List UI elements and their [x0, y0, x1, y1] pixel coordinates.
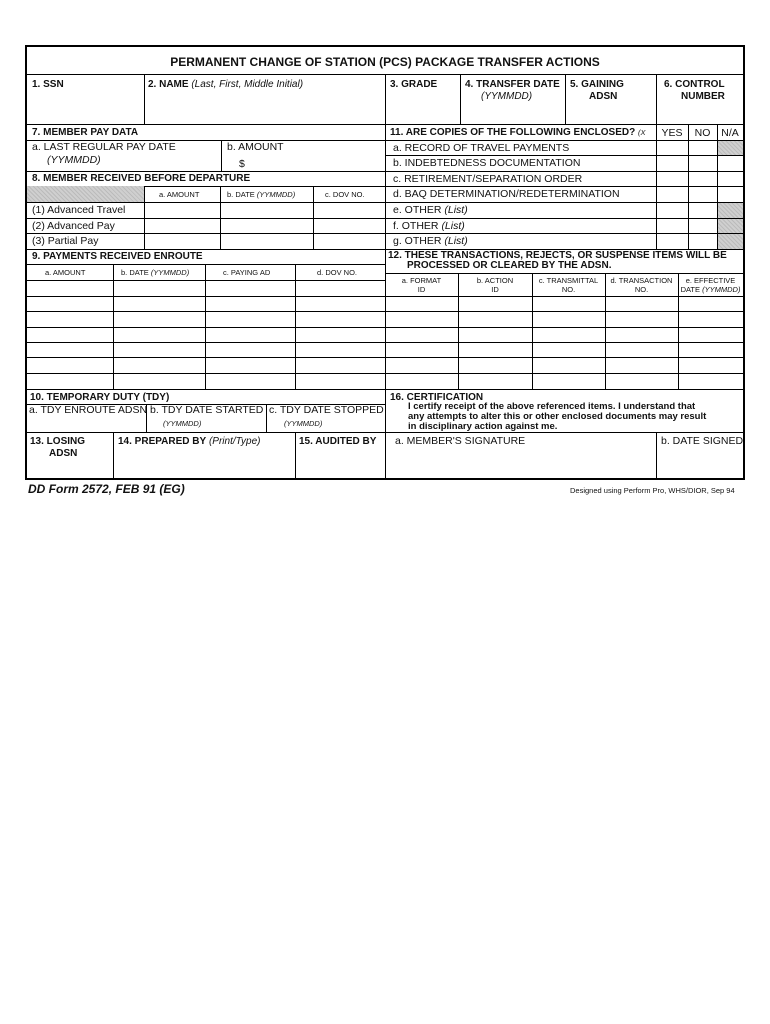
effective-date-line2: DATE	[680, 285, 701, 294]
payments-enroute-label: 9. PAYMENTS RECEIVED ENROUTE	[32, 251, 203, 262]
rule	[27, 233, 385, 234]
date-signed-field[interactable]	[658, 449, 741, 478]
certification-text-2: any attempts to alter this or other enclosed documents may result	[408, 411, 707, 422]
transaction-no-header	[605, 276, 678, 294]
effective-date-sub: (YYMMDD)	[702, 285, 741, 294]
other-g-list: (List)	[444, 235, 468, 247]
control-number-label: NUMBER	[681, 91, 725, 102]
form-id: DD Form 2572, FEB 91 (EG)	[28, 482, 185, 496]
certification-label: 16. CERTIFICATION	[390, 392, 484, 403]
other-f-text: f. OTHER	[393, 220, 439, 232]
other-g	[393, 235, 468, 248]
yes-header: YES	[661, 127, 683, 139]
rule	[385, 218, 743, 219]
gaining-label: 5. GAINING	[570, 79, 624, 90]
transactions-label-2: PROCESSED OR CLEARED BY THE ADSN.	[407, 260, 612, 271]
col-date-sub: (YYMMDD)	[256, 190, 296, 199]
col-amount-header: a. AMOUNT	[159, 190, 200, 199]
rule	[385, 171, 743, 172]
grade-label: 3. GRADE	[390, 79, 438, 90]
prepared-by-text: 14. PREPARED BY	[118, 436, 207, 447]
rule	[27, 171, 385, 172]
prepared-by-field[interactable]	[115, 449, 293, 478]
name-label-sub: (Last, First, Middle Initial)	[191, 79, 304, 90]
name-label-text: 2. NAME	[148, 79, 189, 90]
audited-by-label: 15. AUDITED BY	[299, 436, 377, 447]
shaded-cell	[718, 140, 743, 155]
rule	[385, 140, 743, 141]
copies-enclosed-sub: (X	[638, 128, 646, 137]
copies-enclosed-label	[390, 127, 646, 139]
action-id-line2: ID	[491, 285, 499, 294]
rule	[27, 280, 385, 281]
rule	[27, 373, 385, 374]
advanced-pay-label: (2) Advanced Pay	[32, 220, 115, 232]
transfer-date-sub: (YYMMDD)	[481, 91, 533, 102]
transaction-no-line2: NO.	[634, 285, 649, 294]
no-header: NO	[694, 127, 711, 139]
format-id-line2: ID	[417, 285, 426, 294]
rule	[385, 296, 743, 297]
payments-col-dov: d. DOV NO.	[317, 268, 358, 277]
rule	[385, 273, 743, 274]
certification-text-3: in disciplinary action against me.	[408, 421, 558, 432]
rule	[385, 342, 743, 343]
losing-adsn-label: ADSN	[49, 448, 78, 459]
tdy-date-stopped-label: c. TDY DATE STOPPED	[269, 404, 384, 416]
name-field[interactable]	[146, 92, 383, 122]
col-date-text: b. DATE	[227, 190, 255, 199]
rule	[27, 218, 385, 219]
certification-text-1: I certify receipt of the above referenced items. I understand that	[408, 401, 696, 412]
gaining-adsn-label: ADSN	[589, 91, 618, 102]
control-label: 6. CONTROL	[664, 79, 725, 90]
transfer-date-field[interactable]	[462, 105, 563, 122]
other-e-text: e. OTHER	[393, 204, 442, 216]
tdy-stopped-sub: (YYMMDD)	[284, 419, 323, 428]
effective-date-line1: e. EFFECTIVE	[685, 276, 736, 285]
rule	[295, 432, 296, 480]
ssn-label: 1. SSN	[32, 79, 64, 90]
action-id-header	[458, 276, 532, 294]
rule	[565, 74, 566, 124]
member-pay-data-label: 7. MEMBER PAY DATA	[32, 127, 139, 138]
name-label	[148, 79, 303, 91]
audited-by-field[interactable]	[297, 449, 383, 478]
pcs-transfer-form	[25, 45, 745, 480]
rule	[221, 140, 222, 171]
col-date-header	[227, 190, 295, 199]
tdy-date-started-label: b. TDY DATE STARTED	[150, 404, 264, 416]
rule	[113, 432, 114, 480]
losing-label: 13. LOSING	[30, 436, 86, 447]
record-travel-payments: a. RECORD OF TRAVEL PAYMENTS	[393, 142, 570, 154]
format-id-header	[385, 276, 458, 294]
rule	[385, 357, 743, 358]
payments-col-date	[121, 268, 189, 277]
partial-pay-label: (3) Partial Pay	[32, 235, 99, 247]
rule	[144, 74, 145, 124]
other-g-text: g. OTHER	[393, 235, 442, 247]
design-credit: Designed using Perform Pro, WHS/DIOR, Sep 94	[570, 486, 735, 495]
rule	[385, 186, 743, 187]
dollar-sign: $	[239, 158, 245, 170]
rule	[385, 327, 743, 328]
rule	[27, 264, 385, 265]
shaded-cell	[718, 202, 743, 249]
transmittal-no-line1: c. TRANSMITTAL	[538, 276, 599, 285]
gaining-adsn-field[interactable]	[567, 105, 654, 122]
na-header: N/A	[721, 127, 739, 139]
rule	[385, 233, 743, 234]
rule	[460, 74, 461, 124]
payments-col-paying-ad: c. PAYING AD	[223, 268, 271, 277]
other-f-list: (List)	[441, 220, 465, 232]
amount-label: b. AMOUNT	[227, 141, 284, 153]
prepared-by-sub: (Print/Type)	[208, 436, 261, 447]
date-signed-label: b. DATE SIGNED	[661, 435, 744, 447]
payments-col-date-text: b. DATE	[121, 268, 149, 277]
advanced-travel-label: (1) Advanced Travel	[32, 204, 126, 216]
rule	[385, 202, 743, 203]
rule	[27, 357, 385, 358]
effective-date-header	[678, 276, 743, 294]
col-dov-header: c. DOV NO.	[325, 190, 365, 199]
other-e	[393, 204, 468, 217]
last-pay-date-label: a. LAST REGULAR PAY DATE	[32, 141, 176, 153]
rule	[27, 249, 385, 250]
rule	[27, 296, 385, 297]
retirement-separation-order: c. RETIREMENT/SEPARATION ORDER	[393, 173, 583, 185]
rule	[27, 202, 385, 203]
prepared-by-label	[118, 436, 260, 448]
rule	[27, 327, 385, 328]
shaded-cell	[27, 186, 144, 202]
rule	[385, 311, 743, 312]
rule	[385, 155, 743, 156]
received-before-departure-label: 8. MEMBER RECEIVED BEFORE DEPARTURE	[32, 173, 251, 184]
baq-determination: d. BAQ DETERMINATION/REDETERMINATION	[393, 188, 620, 200]
other-f	[393, 220, 465, 233]
tdy-started-sub: (YYMMDD)	[163, 419, 202, 428]
transaction-no-line1: d. TRANSACTION	[610, 276, 673, 285]
amount-field[interactable]	[249, 155, 383, 170]
format-id-line1: a. FORMAT	[401, 276, 442, 285]
payments-col-amount: a. AMOUNT	[45, 268, 86, 277]
rule	[656, 432, 657, 480]
form-title: PERMANENT CHANGE OF STATION (PCS) PACKAGE TRANSFER ACTIONS	[170, 55, 600, 69]
rule	[656, 74, 657, 124]
action-id-line1: b. ACTION	[476, 276, 514, 285]
grade-field[interactable]	[387, 92, 458, 122]
transactions-label: 12. THESE TRANSACTIONS, REJECTS, OR SUSPENSE ITEMS WILL BE	[388, 250, 727, 261]
transfer-date-label: 4. TRANSFER DATE	[465, 79, 560, 90]
last-pay-date-sub: (YYMMDD)	[47, 154, 101, 166]
rule	[385, 373, 743, 374]
other-e-list: (List)	[444, 204, 468, 216]
control-number-field[interactable]	[658, 105, 741, 122]
transmittal-no-line2: NO.	[561, 285, 576, 294]
indebtedness-documentation: b. INDEBTEDNESS DOCUMENTATION	[393, 157, 581, 169]
member-signature-label: a. MEMBER'S SIGNATURE	[395, 435, 526, 447]
member-signature-field[interactable]	[387, 449, 654, 478]
rule	[27, 311, 385, 312]
tdy-enroute-adsn-label: a. TDY ENROUTE ADSN	[29, 404, 148, 416]
ssn-field[interactable]	[29, 92, 142, 122]
payments-col-date-sub: (YYMMDD)	[150, 268, 190, 277]
rule	[27, 342, 385, 343]
copies-enclosed-text: 11. ARE COPIES OF THE FOLLOWING ENCLOSED?	[390, 127, 636, 138]
tdy-label: 10. TEMPORARY DUTY (TDY)	[30, 392, 170, 403]
transmittal-no-header	[532, 276, 605, 294]
rule	[266, 404, 267, 432]
